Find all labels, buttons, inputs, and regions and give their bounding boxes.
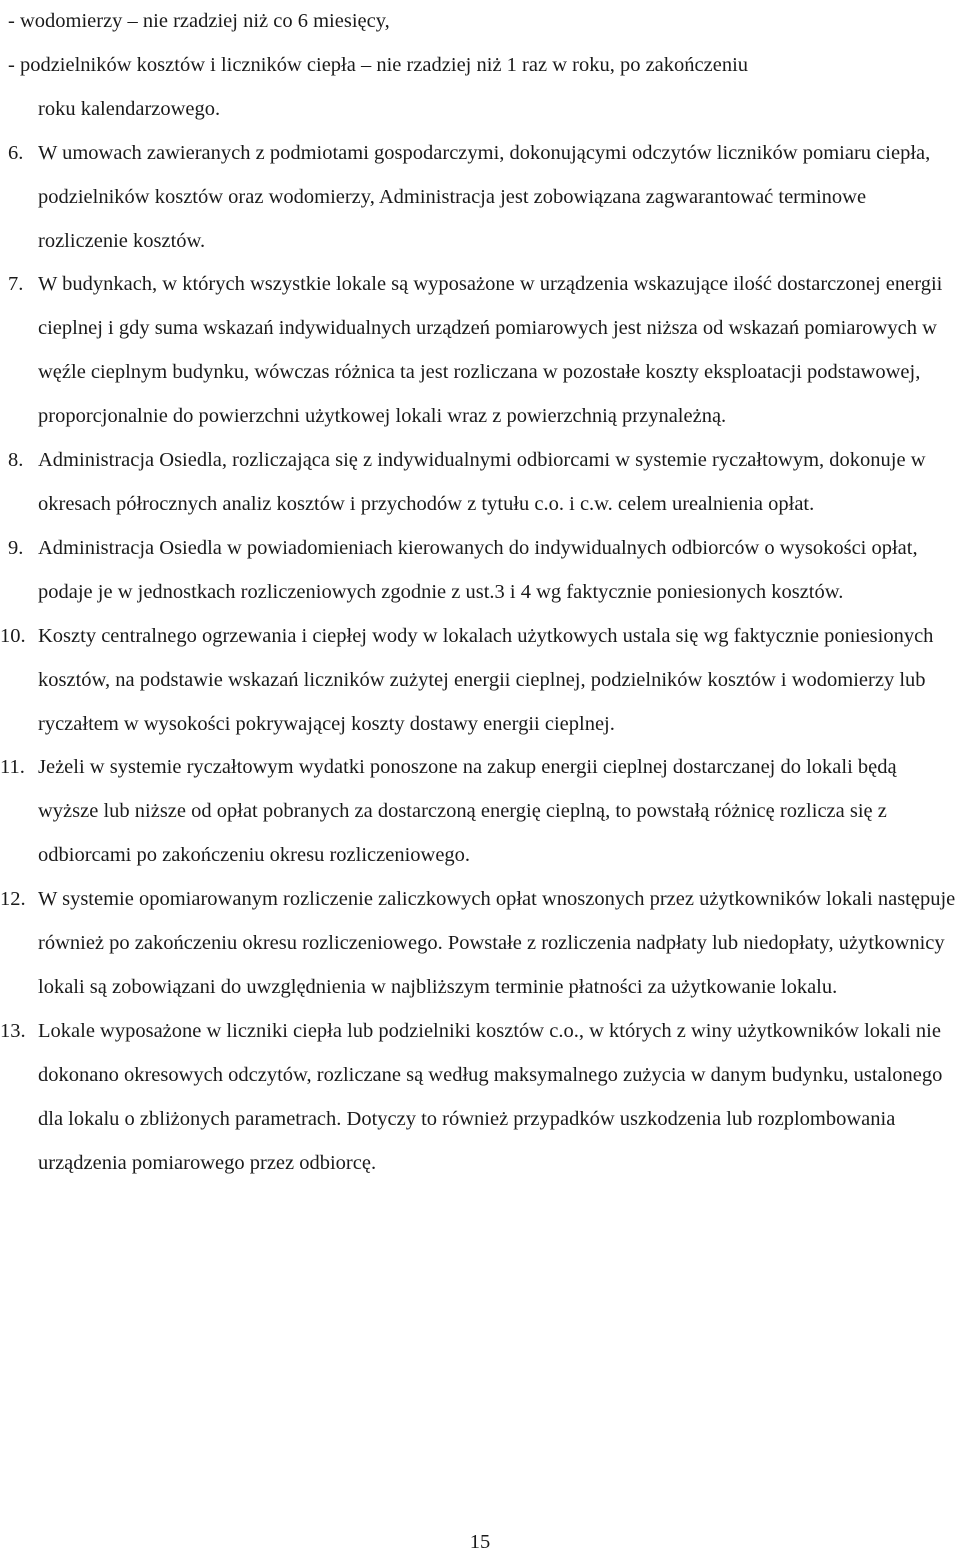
page-number: 15 xyxy=(469,1531,491,1553)
item-number: 12. xyxy=(0,888,26,911)
item-number: 8. xyxy=(8,449,24,472)
list-item-7 xyxy=(0,263,960,439)
item-number: 6. xyxy=(8,141,24,164)
item-number: 7. xyxy=(8,273,24,296)
item-number: 11. xyxy=(0,756,25,779)
list-item-10 xyxy=(0,615,960,747)
item-number: 9. xyxy=(8,536,24,559)
list-item-13 xyxy=(0,1010,960,1186)
continuation-line-1: - wodomierzy – nie rzadziej niż co 6 miesięcy, xyxy=(8,10,390,32)
continuation-line-2: - podzielników kosztów i liczników ciepła – nie rzadziej niż 1 raz w roku, po zakończeniu xyxy=(8,53,749,76)
list-item-8 xyxy=(0,439,960,527)
item-text: Jeżeli w systemie ryczałtowym wydatki ponoszone na zakup energii cieplnej dostarczanej do lokali będą wyższe lub niższe od opłat pobranych za dostarczoną energię cieplną, to powstałą różnicę rozlicza się z odbiorcami po zakończeniu okresu rozliczeniowego. xyxy=(38,756,897,867)
item-text: Lokale wyposażone w liczniki ciepła lub podzielniki kosztów c.o., w których z winy użytkowników lokali nie dokonano okresowych odczytów, rozliczane są według maksymalnego zużycia w danym budynku, ustalonego dla lokalu o zbliżonych parametrach. Dotyczy to również przypadków uszkodzenia lub rozplombowania urządzenia pomiarowego przez odbiorcę. xyxy=(38,1019,943,1174)
item-number: 13. xyxy=(0,1019,26,1042)
item-text: W systemie opomiarowanym rozliczenie zaliczkowych opłat wnoszonych przez użytkowników lokali następuje również po zakończeniu okresu rozliczeniowego. Powstałe z rozliczenia nadpłaty lub niedopłaty, użytkownicy lokali są zobowiązani do uwzględnienia w najbliższym terminie płatności za użytkowanie lokalu. xyxy=(38,888,956,998)
list-item-11 xyxy=(0,746,960,878)
list-item-9 xyxy=(0,527,960,615)
item-text: Administracja Osiedla, rozliczająca się z indywidualnymi odbiorcami w systemie ryczałtowym, dokonuje w okresach półrocznych analiz kosztów i przychodów z tytułu c.o. i c.w. celem urealnienia opłat. xyxy=(38,449,926,515)
list-item-6 xyxy=(0,132,960,264)
item-number: 10. xyxy=(0,624,26,647)
item-text: Administracja Osiedla w powiadomieniach kierowanych do indywidualnych odbiorców o wysokości opłat, podaje je w jednostkach rozliczeniowych zgodnie z ust.3 i 4 wg faktycznie poniesionych kosztów. xyxy=(38,536,918,603)
item-text: W budynkach, w których wszystkie lokale są wyposażone w urządzenia wskazujące ilość dostarczonej energii cieplnej i gdy suma wskazań indywidualnych urządzeń pomiarowych jest niższa od wskazań pomiarowych w węźle cieplnym budynku, wówczas różnica ta jest rozliczana w pozostałe koszty eksploatacji podstawowej, proporcjonalnie do powierzchni użytkowej lokali wraz z powierzchnią przynależną. xyxy=(38,273,943,428)
item-text: Koszty centralnego ogrzewania i ciepłej wody w lokalach użytkowych ustala się wg faktycznie poniesionych kosztów, na podstawie wskazań liczników zużytej energii cieplnej, podzielników kosztów i wodomierzy lub ryczałtem w wysokości pokrywającej koszty dostawy energii cieplnej. xyxy=(38,624,934,735)
list-item-12 xyxy=(0,878,960,1010)
continuation-line-3: roku kalendarzowego. xyxy=(38,97,221,120)
item-text: W umowach zawieranych z podmiotami gospodarczymi, dokonującymi odczytów liczników pomiaru ciepła, podzielników kosztów oraz wodomierzy, Administracja jest zobowiązana zagwarantować terminowe rozliczenie kosztów. xyxy=(38,141,931,252)
